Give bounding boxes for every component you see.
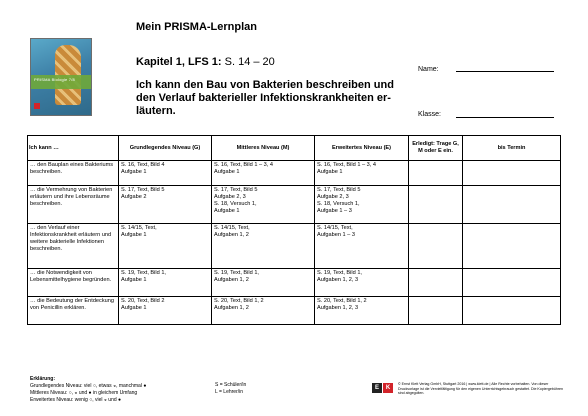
middle-cell: S. 14/15, Text, Aufgaben 1, 2 [212, 224, 315, 269]
header-middle-level: Mittleres Niveau (M) [212, 136, 315, 161]
extended-cell: S. 16, Text, Bild 1 – 3, 4 Aufgabe 1 [315, 161, 409, 186]
deadline-cell[interactable] [463, 269, 561, 297]
extended-cell: S. 19, Text, Bild 1, Aufgaben 1, 2, 3 [315, 269, 409, 297]
basic-cell: S. 17, Text, Bild 5 Aufgabe 2 [119, 186, 212, 224]
done-cell[interactable] [409, 224, 463, 269]
basic-cell: S. 16, Text, Bild 4 Aufgabe 1 [119, 161, 212, 186]
can-cell: … die Bedeutung der Entdeckung von Penicillin erklären. [28, 297, 119, 325]
table-row [28, 297, 561, 325]
chapter-label: Kapitel 1, LFS 1: [136, 56, 222, 68]
deadline-cell[interactable] [463, 297, 561, 325]
legend-line: Mittleres Niveau: ○, ◒ und ● in gleichem Umfang [30, 390, 138, 396]
abbreviations [215, 382, 246, 396]
name-field[interactable] [456, 71, 554, 72]
legend-heading: Erklärung: [30, 376, 56, 382]
table-row [28, 269, 561, 297]
can-cell: … die Notwendigkeit von Lebensmittelhygiene begründen. [28, 269, 119, 297]
middle-cell: S. 20, Text, Bild 1, 2 Aufgaben 1, 2 [212, 297, 315, 325]
done-cell[interactable] [409, 269, 463, 297]
extended-cell: S. 14/15, Text, Aufgaben 1 – 3 [315, 224, 409, 269]
abbrev-teacher: L = Lehrer/in [215, 389, 244, 395]
publisher-logo [372, 383, 394, 393]
book-cover-image [30, 38, 92, 116]
middle-cell: S. 17, Text, Bild 5 Aufgabe 2, 3 S. 18, Versuch 1, Aufgabe 1 [212, 186, 315, 224]
logo-left: E [372, 383, 382, 393]
legend-line: Grundlegendes Niveau: viel ○, etwas ◒, manchmal ● [30, 383, 147, 389]
basic-cell: S. 14/15, Text, Aufgabe 1 [119, 224, 212, 269]
learning-plan-table [27, 135, 561, 325]
class-label: Klasse: [418, 111, 441, 118]
header-done: Erledigt: Trage G, M oder E ein. [409, 136, 463, 161]
legend-line: Erweitertes Niveau: wenig ○, viel ◒ und ● [30, 397, 122, 403]
table-header-row [28, 136, 561, 161]
deadline-cell[interactable] [463, 186, 561, 224]
deadline-cell[interactable] [463, 161, 561, 186]
header-extended-level: Erweitertes Niveau (E) [315, 136, 409, 161]
page-title: Mein PRISMA-Lernplan [136, 21, 258, 33]
can-cell: … den Verlauf einer Infektionskrankheit erläutern und weitere bakterielle Infektionen beschreiben. [28, 224, 119, 269]
cover-title: PRISMA Biologie 7/8 [34, 77, 75, 82]
chapter-heading [136, 56, 275, 68]
legend [30, 376, 146, 404]
done-cell[interactable] [409, 161, 463, 186]
name-label: Name: [418, 66, 439, 73]
table-row [28, 186, 561, 224]
done-cell[interactable] [409, 297, 463, 325]
basic-cell: S. 20, Text, Bild 2 Aufgabe 1 [119, 297, 212, 325]
table-row [28, 161, 561, 186]
can-cell: … die Vermehrung von Bakterien erläutern und ihre Lebensräume beschreiben. [28, 186, 119, 224]
publisher-mark-icon [34, 103, 40, 109]
basic-cell: S. 19, Text, Bild 1, Aufgabe 1 [119, 269, 212, 297]
deadline-cell[interactable] [463, 224, 561, 269]
middle-cell: S. 16, Text, Bild 1 – 3, 4 Aufgabe 1 [212, 161, 315, 186]
logo-right: K [383, 383, 393, 393]
header-basic-level: Grundlegendes Niveau (G) [119, 136, 212, 161]
header-can: Ich kann … [28, 136, 119, 161]
learning-goal: Ich kann den Bau von Bakterien beschreiben und den Verlauf bakterieller Infektionskrankheiten er-läutern. [136, 79, 394, 117]
middle-cell: S. 19, Text, Bild 1, Aufgaben 1, 2 [212, 269, 315, 297]
abbrev-student: S = Schüler/in [215, 382, 247, 388]
copyright-notice: © Ernst Klett Verlag GmbH, Stuttgart 2016 | www.klett.de | Alle Rechte vorbehalten. Von dieser Druckvorlage ist die Vervielfältigung für den eigenen Unterrichtsgebrauch gestattet. Die Kopiergebühren sind abgegolten. [398, 382, 564, 396]
extended-cell: S. 20, Text, Bild 1, 2 Aufgaben 1, 2, 3 [315, 297, 409, 325]
table-row [28, 224, 561, 269]
class-field[interactable] [456, 117, 554, 118]
done-cell[interactable] [409, 186, 463, 224]
chapter-pages: S. 14 – 20 [221, 56, 275, 68]
extended-cell: S. 17, Text, Bild 5 Aufgabe 2, 3 S. 18, Versuch 1, Aufgabe 1 – 3 [315, 186, 409, 224]
header-deadline: bis Termin [463, 136, 561, 161]
can-cell: … den Bauplan eines Bakteriums beschreiben. [28, 161, 119, 186]
